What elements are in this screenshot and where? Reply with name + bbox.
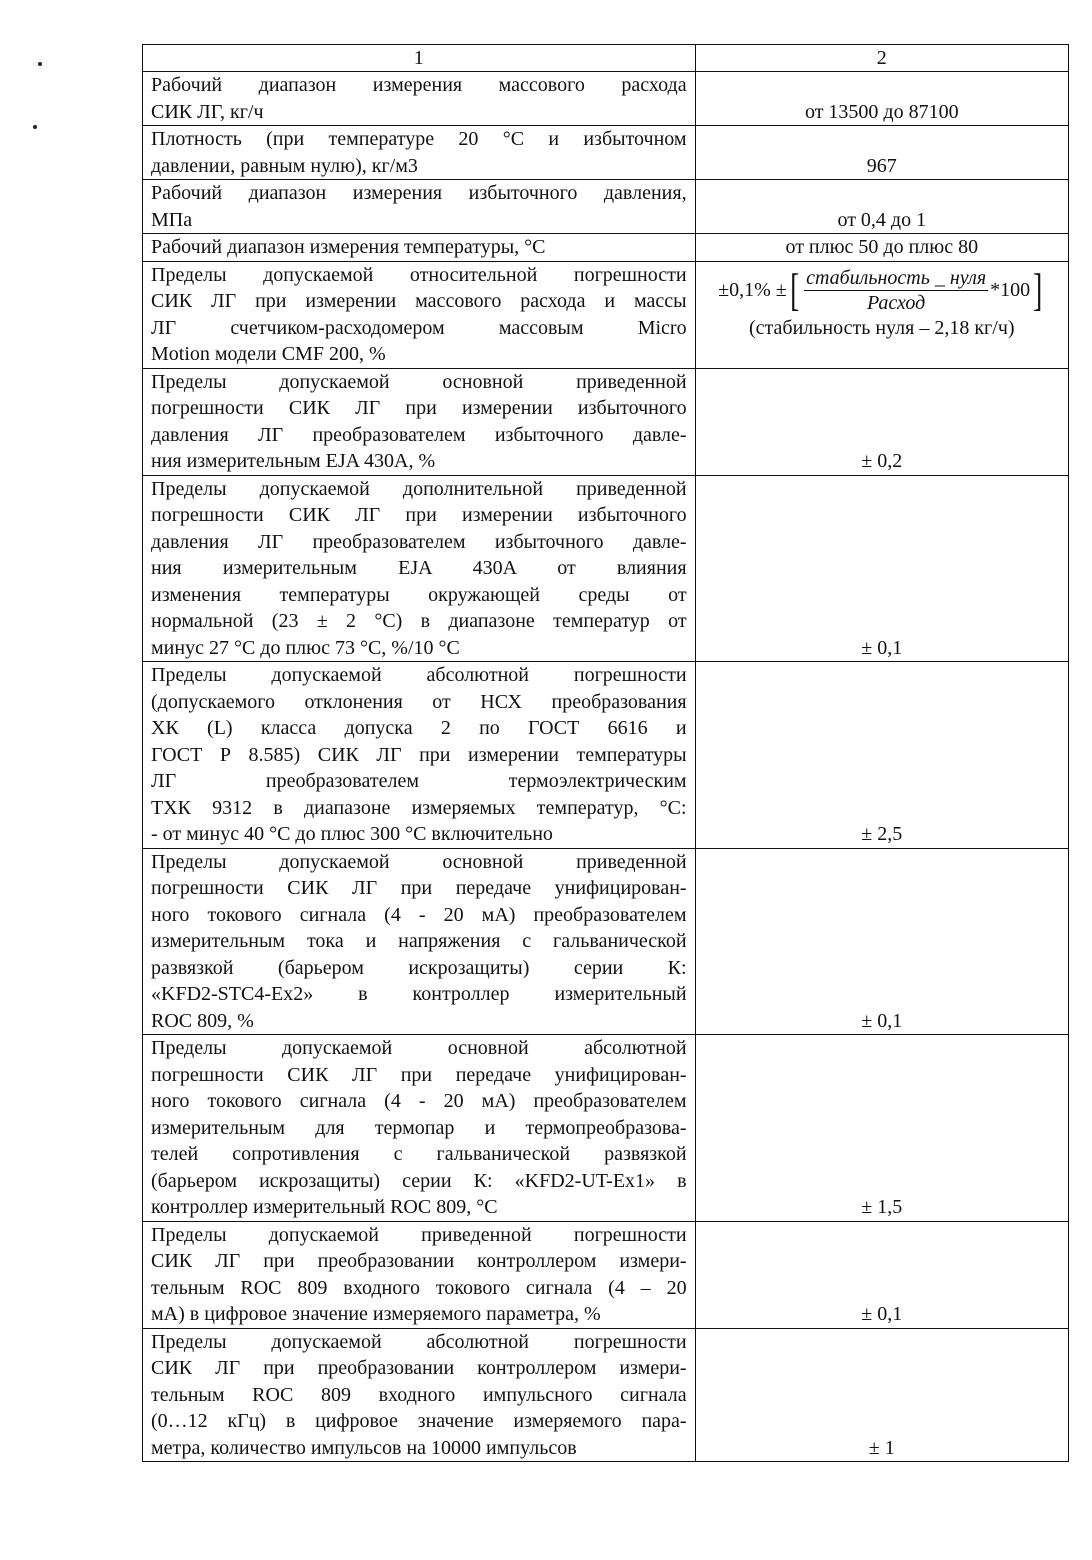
parameter-value: ± 1 [868, 1436, 895, 1459]
parameter-value: ± 0,2 [861, 450, 903, 472]
parameter-text-line: ния измерительным EJA 430A от влияния [151, 557, 687, 579]
parameter-text-line: телей сопротивления с гальванической развязкой [151, 1143, 687, 1165]
parameter-text-line: тельным ROC 809 входного импульсного сигнала [151, 1383, 687, 1406]
parameter-text-line: МПа [151, 208, 193, 231]
parameter-value: от 13500 до 87100 [804, 100, 959, 123]
parameter-text-line: давления ЛГ преобразователем избыточного давле- [151, 530, 687, 553]
parameter-text-line: ного токового сигнала (4 - 20 мА) преобразователем [151, 1090, 687, 1112]
parameter-text-line: Рабочий диапазон измерения массового расхода [151, 74, 687, 96]
parameter-text-line: минус 27 °С до плюс 73 °С, %/10 °С [151, 636, 460, 659]
parameter-text-line: (допускаемого отклонения от НСХ преобразования [151, 690, 687, 713]
parameter-text-line: Пределы допускаемой относительной погрешности [151, 263, 687, 286]
formula-numerator: стабильность _ нуля [806, 266, 987, 289]
parameter-text-line: (0…12 кГц) в цифровое значение измеряемого пара- [151, 1410, 687, 1432]
parameter-text-line: СИК ЛГ при преобразовании контроллером измери- [151, 1357, 687, 1379]
parameter-value: 967 [866, 154, 897, 177]
parameter-value: от плюс 50 до плюс 80 [785, 236, 979, 258]
table-row [143, 1328, 1069, 1462]
table-row [143, 662, 1069, 849]
parameter-text-line: контроллер измерительный ROC 809, °С [151, 1196, 498, 1218]
value-cell [695, 662, 1068, 849]
formula-multiplier: *100 [990, 278, 1031, 301]
parameter-text-line: развязкой (барьером искрозащиты) серии К: [151, 956, 687, 979]
value-cell [695, 72, 1068, 126]
table-header-row [143, 45, 1069, 72]
parameter-text-line: ТХК 9312 в диапазоне измеряемых температур, °С: [151, 796, 687, 819]
left-bracket: [ [789, 264, 799, 315]
parameter-cell [143, 1328, 696, 1462]
parameter-text-line: Пределы допускаемой приведенной погрешности [151, 1223, 687, 1246]
table-row [143, 848, 1069, 1035]
parameter-cell [143, 1221, 696, 1328]
parameter-value: ± 0,1 [861, 1009, 903, 1032]
table-row [143, 368, 1069, 475]
parameter-text-line: давлении, равным нулю), кг/м3 [151, 154, 418, 177]
parameter-cell [143, 72, 696, 126]
table-row [143, 475, 1069, 662]
parameter-text-line: Пределы допускаемой основной приведенной [151, 850, 687, 873]
parameter-text-line: погрешности СИК ЛГ при измерении избыточного [151, 397, 687, 419]
table-row [143, 261, 1069, 368]
parameter-cell [143, 126, 696, 180]
parameter-value: от 0,4 до 1 [837, 208, 927, 231]
parameter-text-line: метра, количество импульсов на 10000 импульсов [151, 1436, 577, 1459]
parameter-text-line: ного токового сигнала (4 - 20 мА) преобразователем [151, 903, 687, 926]
parameter-cell [143, 848, 696, 1035]
parameter-text-line: тельным ROC 809 входного токового сигнала (4 – 20 [151, 1276, 687, 1299]
scan-speck [38, 62, 42, 66]
table-row [143, 180, 1069, 234]
parameter-text-line: измерительным для термопар и термопреобразова- [151, 1116, 687, 1139]
value-cell [695, 475, 1068, 662]
parameter-cell [143, 475, 696, 662]
table-row [143, 234, 1069, 262]
value-cell [695, 1035, 1068, 1222]
right-bracket: ] [1033, 264, 1043, 315]
parameter-cell [143, 1035, 696, 1222]
value-cell [695, 126, 1068, 180]
parameter-text-line: погрешности СИК ЛГ при передаче унифицирован- [151, 1063, 687, 1086]
parameter-text-line: - от минус 40 °С до плюс 300 °С включительно [151, 823, 553, 845]
parameter-cell [143, 180, 696, 234]
value-cell [695, 261, 1068, 368]
parameter-text-line: ГОСТ Р 8.585) СИК ЛГ при измерении температуры [151, 743, 687, 766]
value-cell [695, 848, 1068, 1035]
formula-denominator: Расход [866, 291, 926, 314]
parameter-text-line: Motion модели CMF 200, % [151, 343, 386, 365]
parameter-value: ± 1,5 [861, 1196, 903, 1218]
parameter-text-line: погрешности СИК ЛГ при измерении избыточного [151, 504, 687, 526]
parameter-text-line: ЛГ преобразователем термоэлектрическим [151, 770, 687, 792]
parameter-text-line: изменения температуры окружающей среды от [151, 583, 687, 606]
parameter-text-line: давления ЛГ преобразователем избыточного давле- [151, 423, 687, 446]
value-cell [695, 1328, 1068, 1462]
parameter-text-line: Пределы допускаемой основной приведенной [151, 370, 687, 393]
parameter-text-line: ХК (L) класса допуска 2 по ГОСТ 6616 и [151, 717, 687, 739]
parameter-text-line: нормальной (23 ± 2 °С) в диапазоне температур от [151, 610, 687, 632]
parameter-text-line: СИК ЛГ при преобразовании контроллером измери- [151, 1250, 687, 1272]
table-row [143, 1035, 1069, 1222]
parameter-cell [143, 234, 696, 262]
parameter-value: ± 2,5 [861, 823, 903, 845]
value-cell [695, 1221, 1068, 1328]
value-cell [695, 234, 1068, 262]
parameter-text-line: Рабочий диапазон измерения температуры, °С [151, 236, 546, 258]
scan-speck [33, 125, 37, 129]
parameter-text-line: Пределы допускаемой абсолютной погрешности [151, 664, 687, 686]
parameter-text-line: Пределы допускаемой дополнительной приведенной [151, 477, 687, 500]
header-col1: 1 [143, 45, 696, 72]
parameter-text-line: СИК ЛГ при измерении массового расхода и массы [151, 290, 687, 312]
table-row [143, 72, 1069, 126]
parameter-text-line: ЛГ счетчиком-расходомером массовым Micro [151, 316, 687, 339]
parameter-text-line: измерительным тока и напряжения с гальванической [151, 930, 687, 952]
parameter-text-line: Пределы допускаемой абсолютной погрешности [151, 1330, 687, 1353]
formula-note: (стабильность нуля – 2,18 кг/ч) [749, 316, 1015, 339]
parameter-text-line: СИК ЛГ, кг/ч [151, 100, 264, 123]
parameter-text-line: Пределы допускаемой основной абсолютной [151, 1037, 687, 1059]
parameter-text-line: мА) в цифровое значение измеряемого параметра, % [151, 1303, 601, 1325]
header-col2: 2 [695, 45, 1068, 72]
table-row [143, 1221, 1069, 1328]
parameter-text-line: (барьером искрозащиты) серии К: «KFD2-UT-Ex1» в [151, 1169, 687, 1192]
parameter-text-line: ния измерительным EJA 430A, % [151, 450, 436, 472]
formula-prefix: ±0,1% ± [718, 278, 787, 301]
value-cell [695, 368, 1068, 475]
characteristics-table [142, 44, 1069, 1462]
value-cell [695, 180, 1068, 234]
error-formula [696, 262, 1068, 315]
parameter-text-line: «KFD2-STC4-Ex2» в контроллер измерительный [151, 983, 687, 1005]
parameter-text-line: погрешности СИК ЛГ при передаче унифицирован- [151, 877, 687, 899]
parameter-value: ± 0,1 [861, 636, 903, 659]
parameter-cell [143, 662, 696, 849]
formula-fraction [804, 266, 988, 315]
parameter-cell [143, 261, 696, 368]
parameter-value: ± 0,1 [861, 1303, 903, 1325]
parameter-text-line: Плотность (при температуре 20 °С и избыточном [151, 128, 687, 150]
parameter-text-line: ROC 809, % [151, 1009, 254, 1032]
parameter-cell [143, 368, 696, 475]
table-row [143, 126, 1069, 180]
parameter-text-line: Рабочий диапазон измерения избыточного давления, [151, 182, 687, 204]
